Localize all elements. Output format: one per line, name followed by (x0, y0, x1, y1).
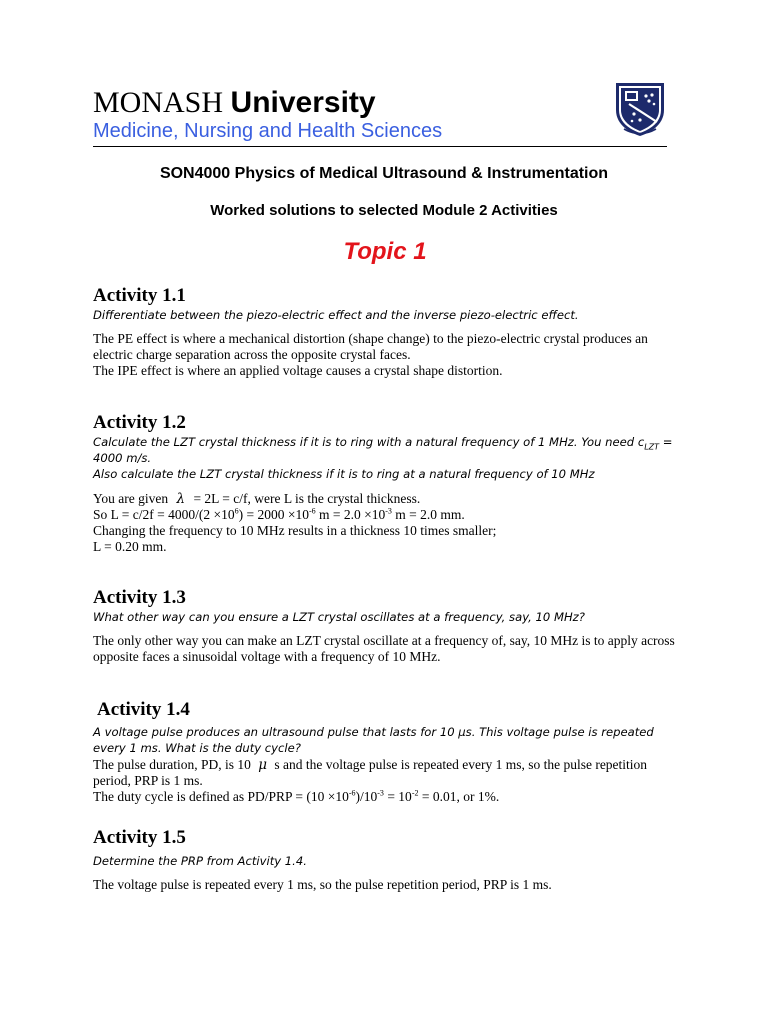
lambda-symbol: λ (176, 491, 186, 507)
activity-question: Determine the PRP from Activity 1.4. (93, 854, 307, 868)
answer-paragraph: The IPE effect is where an applied voltage causes a crystal shape distortion. (93, 363, 503, 378)
times-symbol: × (327, 789, 336, 804)
brand-university: University (230, 86, 376, 119)
course-title: SON4000 Physics of Medical Ultrasound & Instrumentation (159, 165, 609, 182)
activity-heading: Activity 1.5 (93, 827, 186, 848)
times-symbol: × (213, 507, 222, 522)
brand-title (93, 84, 376, 122)
question-text: Calculate the LZT crystal thickness if it is to ring with a natural frequency of 1 MHz. You need c (93, 435, 645, 449)
exponent: -3 (385, 506, 392, 516)
topic-heading: Topic 1 (343, 238, 427, 265)
mu-symbol: μ (258, 757, 268, 773)
answer-text: So L = c/2f = 4000/(2 (93, 507, 214, 522)
answer-text: 10 (295, 507, 309, 522)
question-text: . This voltage pulse is repeated every 1 ms. What is the duty cycle? (93, 725, 654, 755)
activity-answer: The voltage pulse is repeated every 1 ms, so the pulse repetition period, PRP is 1 ms. (93, 877, 552, 892)
times-symbol: × (364, 507, 372, 522)
question-text: A voltage pulse produces an ultrasound pulse that lasts for 10 (93, 725, 459, 739)
answer-text: m = 2.0 mm. (391, 507, 465, 522)
exponent: -6 (308, 506, 316, 516)
activity-heading: Activity 1.2 (93, 412, 186, 433)
exponent: -2 (411, 788, 419, 798)
times-symbol: × (287, 507, 296, 522)
answer-text: L = 0.20 mm. (93, 539, 167, 554)
exponent: -3 (377, 788, 384, 798)
activity-question (93, 724, 683, 756)
answer-text: 10 (221, 507, 235, 522)
answer-text: m = 2.0 (315, 507, 365, 522)
activity-heading: Activity 1.1 (93, 285, 186, 306)
exponent: 6 (234, 506, 239, 516)
activity-answer (93, 757, 683, 805)
brand-monash: MONASH (93, 86, 224, 119)
activity-question (93, 434, 683, 482)
answer-text: s and the voltage pulse is repeated every 1 ms, so the pulse repetition period, PRP is 1 ms. (93, 757, 648, 788)
answer-text: You are given (93, 491, 172, 506)
mu-symbol: μs (458, 725, 472, 739)
answer-paragraph: The PE effect is where a mechanical distortion (shape change) to the piezo-electric crystal produces an electric charge separation across the opposite crystal faces. (93, 331, 648, 362)
answer-text: = 2L = c/f, were L is the crystal thickness. (190, 491, 421, 506)
activity-question: What other way can you ensure a LZT crystal oscillates at a frequency, say, 10 MHz? (93, 610, 585, 624)
answer-text: 10 (371, 507, 386, 522)
answer-text: )/10 (355, 789, 378, 804)
activity-answer (93, 331, 683, 379)
activity-answer: The only other way you can make an LZT crystal oscillate at a frequency of, say, 10 MHz is to apply across opposite faces a sinusoidal voltage with a frequency of 10 MHz. (93, 633, 675, 664)
answer-text: = 10 (383, 789, 412, 804)
answer-text: The pulse duration, PD, is 10 (93, 757, 255, 772)
activity-answer (93, 491, 683, 555)
faculty-name: Medicine, Nursing and Health Sciences (93, 120, 443, 142)
exponent: -6 (348, 788, 356, 798)
activity-question: Differentiate between the piezo-electric effect and the inverse piezo-electric effect. (93, 308, 579, 322)
answer-text: The duty cycle is defined as PD/PRP = (10 (93, 789, 328, 804)
question-subscript: LZT (644, 442, 660, 452)
answer-text: 10 (335, 789, 349, 804)
question-text: Also calculate the LZT crystal thickness if it is to ring at a natural frequency of 10 MHz (93, 467, 595, 481)
activity-heading: Activity 1.4 (97, 699, 190, 720)
page-subtitle: Worked solutions to selected Module 2 Activities (210, 202, 558, 219)
answer-text: Changing the frequency to 10 MHz results in a thickness 10 times smaller; (93, 523, 497, 538)
answer-text: ) = 2000 (238, 507, 288, 522)
question-text: = 4000 m/s. (93, 435, 673, 465)
header-divider (93, 146, 667, 147)
activity-heading: Activity 1.3 (93, 587, 186, 608)
monash-crest-icon (612, 80, 668, 138)
answer-text: = 0.01, or 1%. (418, 789, 500, 804)
